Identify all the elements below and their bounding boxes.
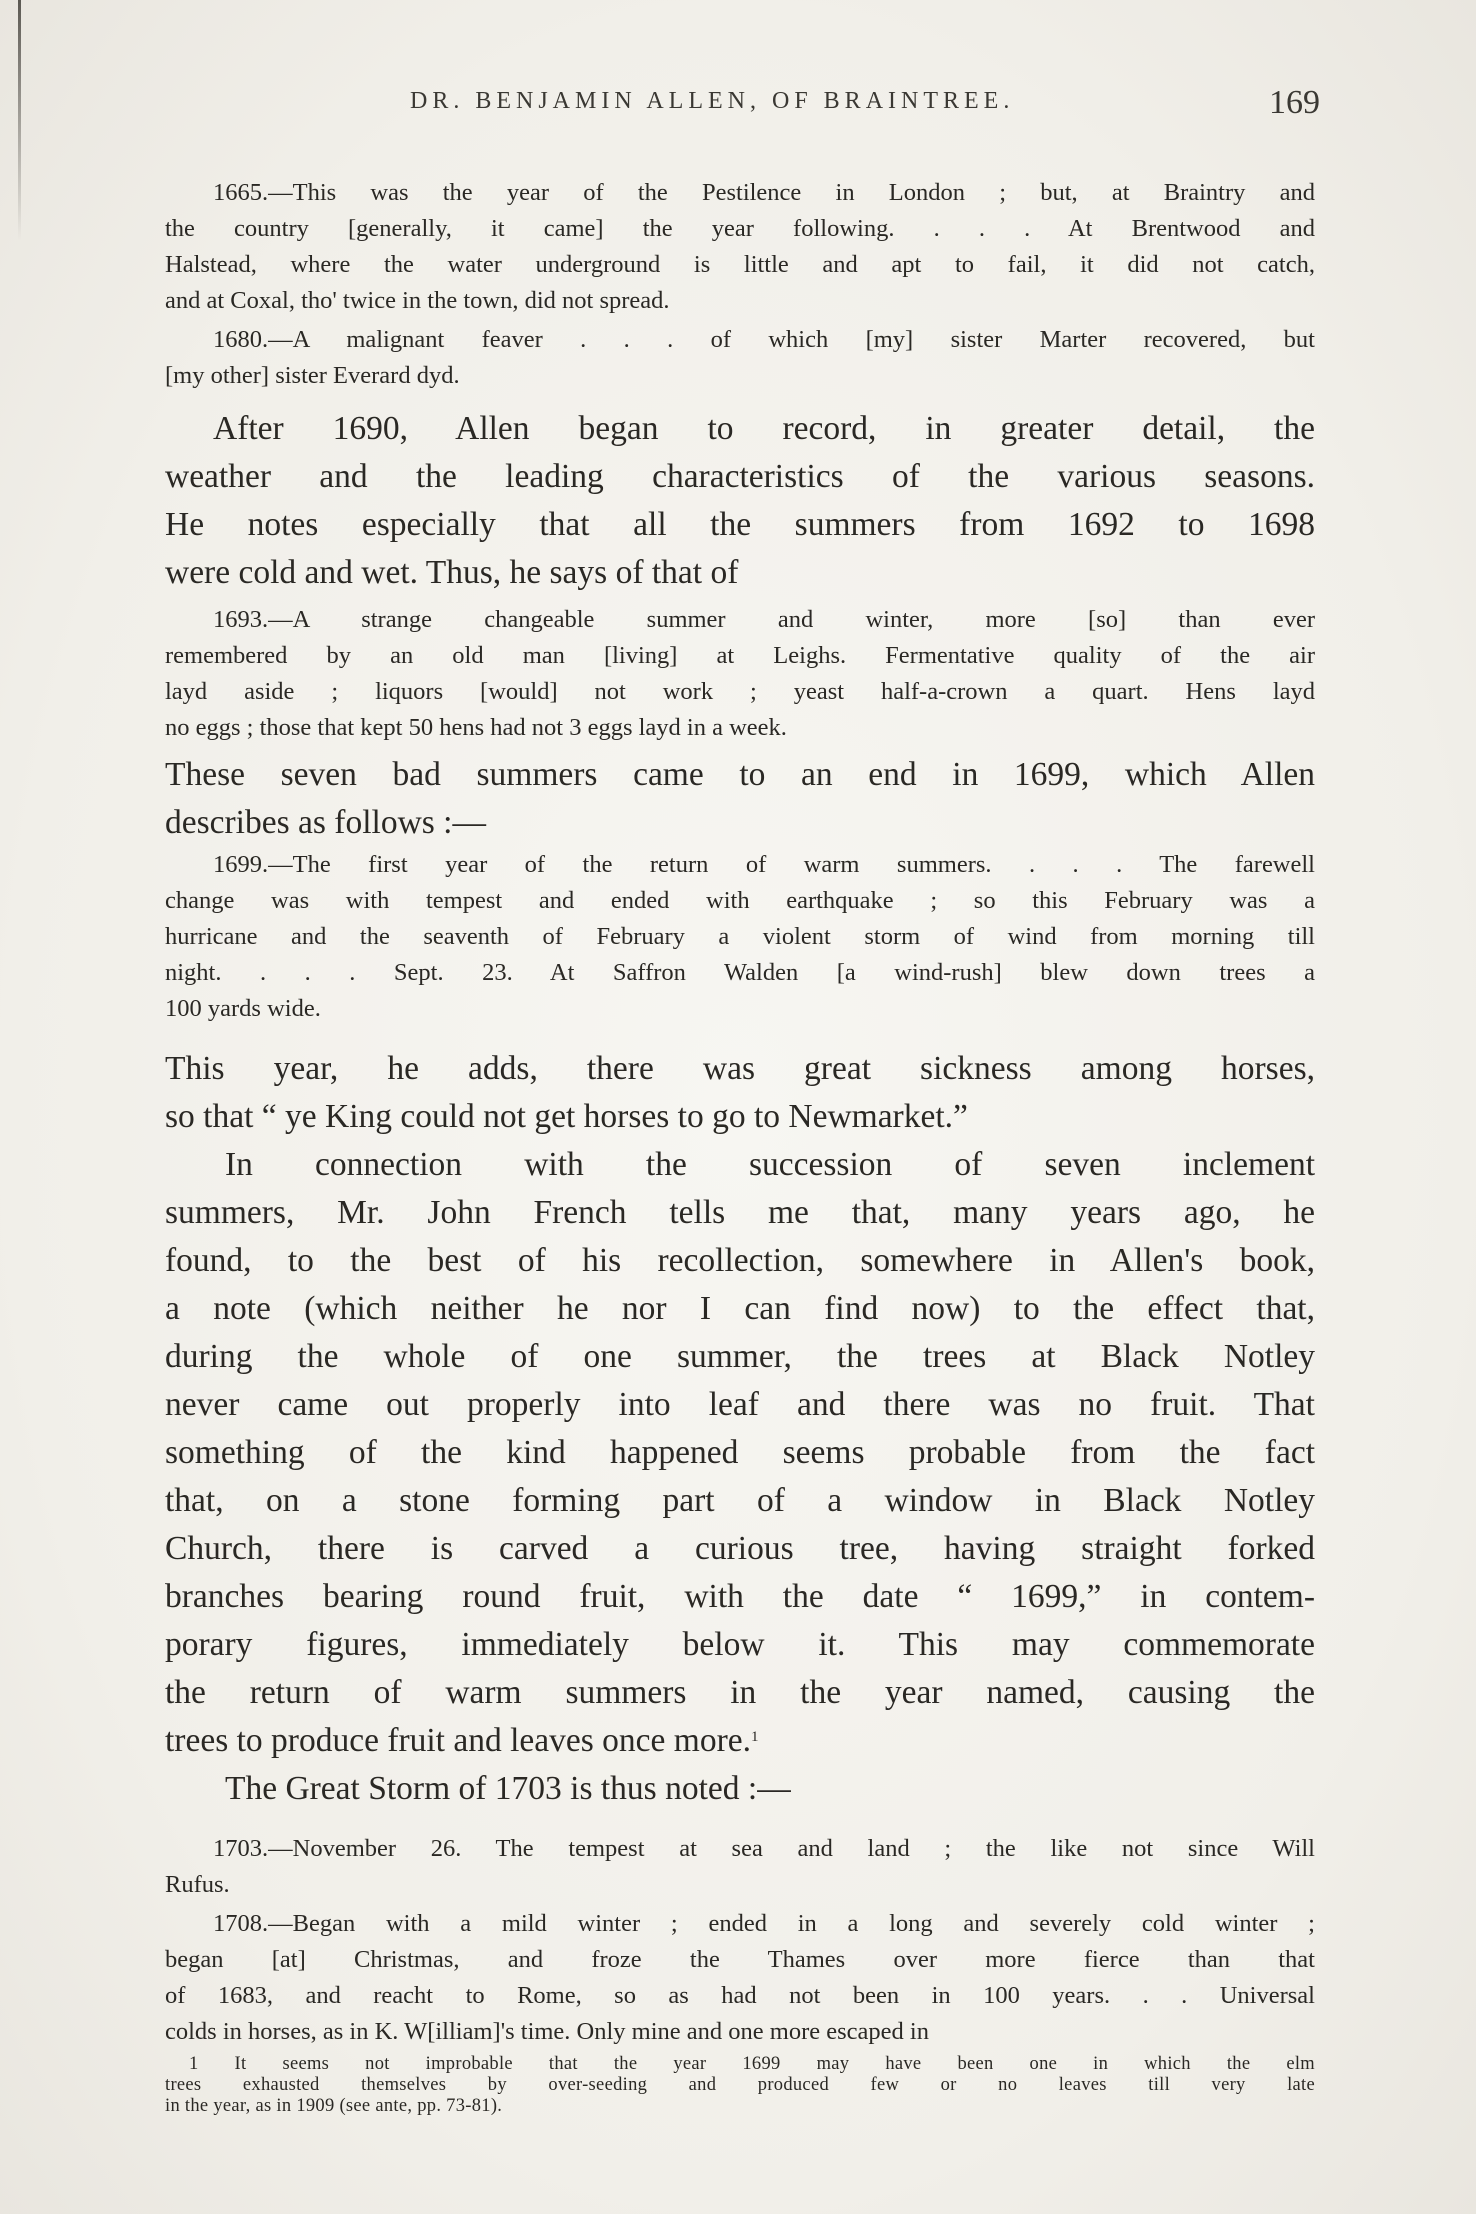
- text-line: so that “ ye King could not get horses to go to Newmarket.”: [165, 1098, 968, 1135]
- text-line: trees to produce fruit and leaves once more.$^1$: [165, 1722, 759, 1759]
- text-line: during the whole of one summer, the trees at Black Notley: [165, 1338, 1315, 1375]
- text-line: He notes especially that all the summers from 1692 to 1698: [165, 506, 1315, 543]
- text-line: change was with tempest and ended with earthquake ; so this February was a: [165, 887, 1315, 914]
- text-line: 1 It seems not improbable that the year 1699 may have been one in which the elm: [189, 2054, 1315, 2074]
- text-line: and at Coxal, tho' twice in the town, did not spread.: [165, 287, 670, 314]
- paragraph: [165, 1045, 1315, 1813]
- text-line: the return of warm summers in the year named, causing the: [165, 1674, 1315, 1711]
- page-number: 169: [1269, 84, 1320, 121]
- text-line: remembered by an old man [living] at Leighs. Fermentative quality of the air: [165, 642, 1315, 669]
- text-line: of 1683, and reacht to Rome, so as had not been in 100 years. . . Universal: [165, 1982, 1315, 2009]
- text-line: colds in horses, as in K. W[illiam]'s time. Only mine and one more escaped in: [165, 2018, 929, 2045]
- text-line: in the year, as in 1909 (see ante, pp. 73-81).: [165, 2096, 503, 2116]
- text-line: In connection with the succession of seven inclement: [225, 1146, 1315, 1183]
- text-line: The Great Storm of 1703 is thus noted :—: [225, 1770, 791, 1807]
- text-line: 1699.—The first year of the return of warm summers. . . . The farewell: [213, 851, 1315, 878]
- text-line: 1708.—Began with a mild winter ; ended in a long and severely cold winter ;: [213, 1910, 1315, 1937]
- text-line: were cold and wet. Thus, he says of that of: [165, 554, 739, 591]
- text-line: [my other] sister Everard dyd.: [165, 362, 460, 389]
- text-line: Rufus.: [165, 1871, 230, 1898]
- text-line: a note (which neither he nor I can find now) to the effect that,: [165, 1290, 1315, 1327]
- quoted-entry: [165, 847, 1315, 1027]
- text-line: 1693.—A strange changeable summer and winter, more [so] than ever: [213, 606, 1315, 633]
- text-line: This year, he adds, there was great sickness among horses,: [165, 1050, 1315, 1087]
- text-line: layd aside ; liquors [would] not work ; yeast half-a-crown a quart. Hens layd: [165, 678, 1315, 705]
- quoted-entry: [165, 175, 1315, 319]
- text-line: something of the kind happened seems probable from the fact: [165, 1434, 1315, 1471]
- quoted-entry: [165, 1831, 1315, 1903]
- paragraph: [165, 751, 1315, 847]
- text-line: describes as follows :—: [165, 804, 486, 841]
- running-head: DR. BENJAMIN ALLEN, OF BRAINTREE.: [410, 88, 1015, 114]
- text-line: no eggs ; those that kept 50 hens had not 3 eggs layd in a week.: [165, 714, 787, 741]
- text-line: the country [generally, it came] the year following. . . . At Brentwood and: [165, 215, 1315, 242]
- text-line: never came out properly into leaf and there was no fruit. That: [165, 1386, 1315, 1423]
- quoted-entry: [165, 602, 1315, 746]
- page-header: [165, 84, 1320, 124]
- quoted-entry: [165, 1906, 1315, 2050]
- text-line: 1703.—November 26. The tempest at sea and land ; the like not since Will: [213, 1835, 1315, 1862]
- text-line: 1665.—This was the year of the Pestilence in London ; but, at Braintry and: [213, 179, 1315, 206]
- text-line: that, on a stone forming part of a window in Black Notley: [165, 1482, 1315, 1519]
- text-line: After 1690, Allen began to record, in greater detail, the: [213, 410, 1315, 447]
- paragraph: [165, 405, 1315, 597]
- quoted-entry: [165, 322, 1315, 394]
- text-line: branches bearing round fruit, with the date “ 1699,” in contem-: [165, 1578, 1315, 1615]
- gutter-shadow: [18, 0, 21, 240]
- text-line: trees exhausted themselves by over-seeding and produced few or no leaves till very late: [165, 2075, 1315, 2095]
- text-line: 1680.—A malignant feaver . . . of which [my] sister Marter recovered, but: [213, 326, 1315, 353]
- text-line: summers, Mr. John French tells me that, many years ago, he: [165, 1194, 1315, 1231]
- text-line: found, to the best of his recollection, somewhere in Allen's book,: [165, 1242, 1315, 1279]
- footnote: [165, 2054, 1315, 2117]
- text-line: weather and the leading characteristics of the various seasons.: [165, 458, 1315, 495]
- text-line: 100 yards wide.: [165, 995, 321, 1022]
- text-line: night. . . . Sept. 23. At Saffron Walden [a wind-rush] blew down trees a: [165, 959, 1315, 986]
- text-line: hurricane and the seaventh of February a violent storm of wind from morning till: [165, 923, 1315, 950]
- text-line: porary figures, immediately below it. This may commemorate: [165, 1626, 1315, 1663]
- text-line: These seven bad summers came to an end in 1699, which Allen: [165, 756, 1315, 793]
- footnote-marker: 1: [751, 1729, 759, 1745]
- text-line: began [at] Christmas, and froze the Thames over more fierce than that: [165, 1946, 1315, 1973]
- text-line: Halstead, where the water underground is little and apt to fail, it did not catch,: [165, 251, 1315, 278]
- text-line: Church, there is carved a curious tree, having straight forked: [165, 1530, 1315, 1567]
